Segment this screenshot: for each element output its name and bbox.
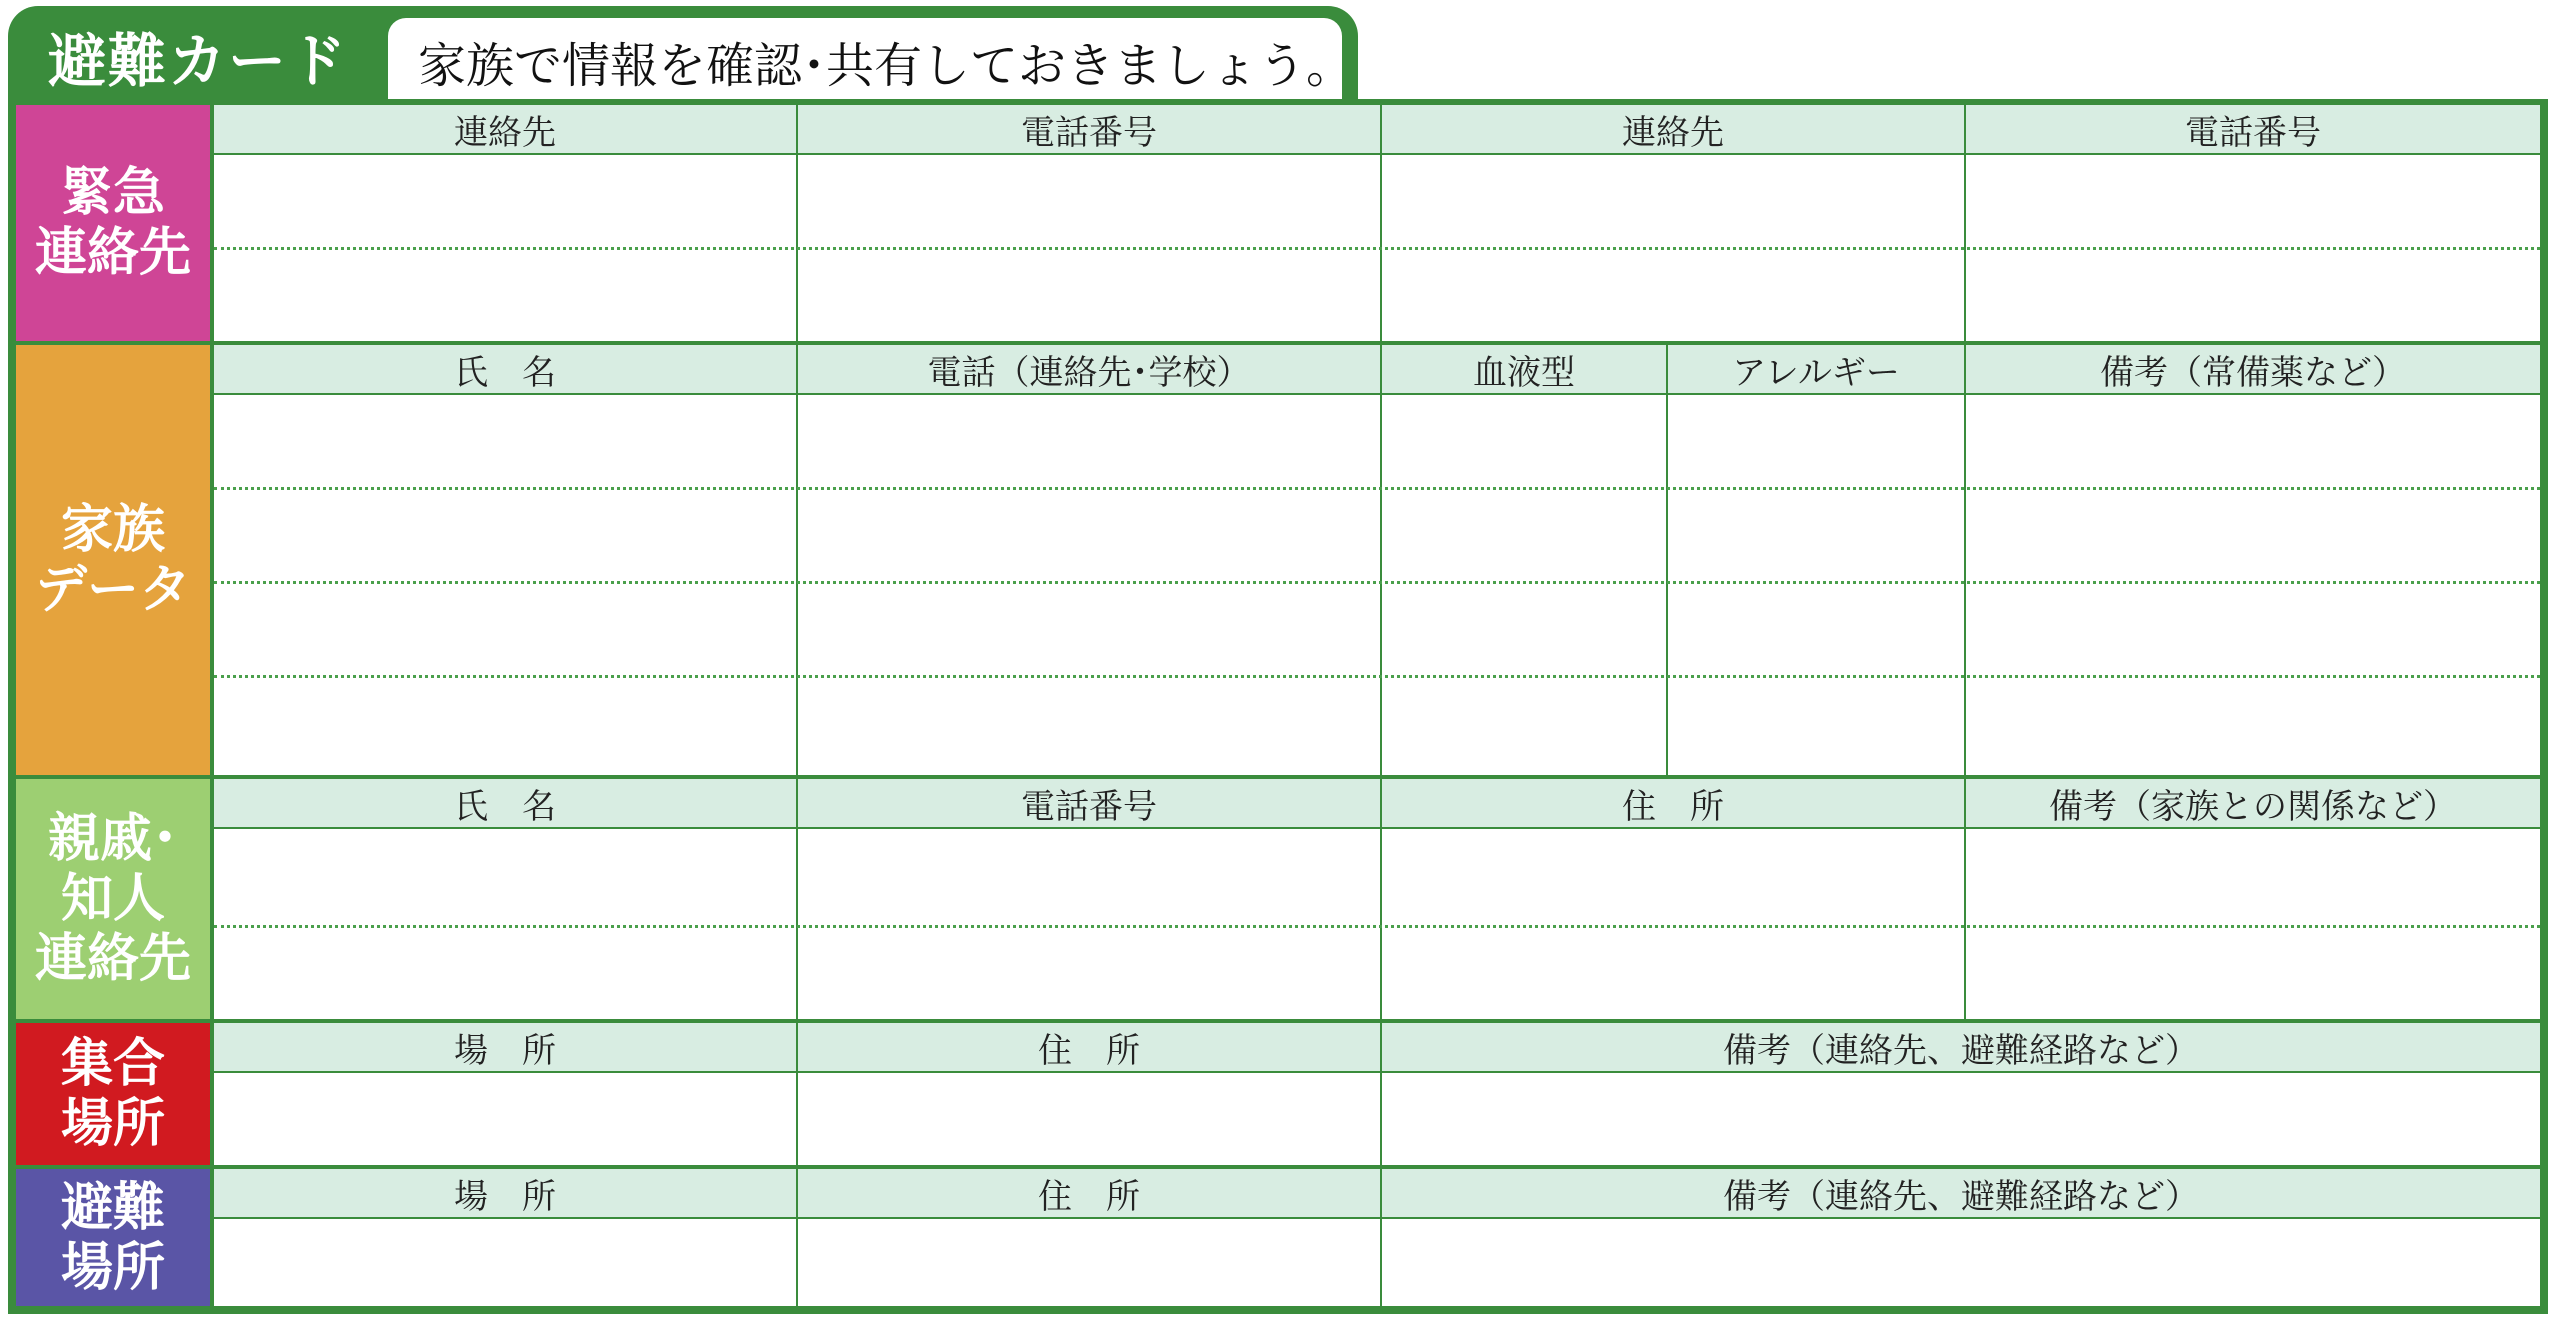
col-header-address: 住 所 bbox=[798, 1023, 1382, 1073]
shelter-address-field[interactable] bbox=[798, 1219, 1382, 1306]
col-header-contact-2: 連絡先 bbox=[1382, 105, 1966, 155]
row-divider bbox=[214, 487, 2540, 490]
col-header-notes-route: 備考（連絡先、避難経路など） bbox=[1382, 1169, 2540, 1219]
col-header-phone-2: 電話番号 bbox=[1966, 105, 2540, 155]
card-subtitle: 家族で情報を確認･共有しておきましょう。 bbox=[388, 18, 1342, 104]
meeting-address-field[interactable] bbox=[798, 1073, 1382, 1165]
shelter-notes-field[interactable] bbox=[1382, 1219, 2540, 1306]
col-header-notes-route: 備考（連絡先、避難経路など） bbox=[1382, 1023, 2540, 1073]
col-header-blood-type: 血液型 bbox=[1382, 345, 1668, 395]
row-divider bbox=[214, 675, 2540, 678]
relative-address-field[interactable] bbox=[1382, 829, 1966, 1019]
relative-notes-field[interactable] bbox=[1966, 829, 2540, 1019]
col-header-allergy: アレルギー bbox=[1668, 345, 1966, 395]
col-header-notes-medicine: 備考（常備薬など） bbox=[1966, 345, 2540, 395]
section-evacuation-shelter bbox=[16, 1169, 2540, 1306]
family-blood-type-field[interactable] bbox=[1382, 395, 1668, 775]
emergency-grid bbox=[214, 105, 2540, 341]
col-header-phone-1: 電話番号 bbox=[798, 105, 1382, 155]
col-header-phone-school: 電話（連絡先･学校） bbox=[798, 345, 1382, 395]
col-header-place: 場 所 bbox=[214, 1023, 798, 1073]
col-header-contact-1: 連絡先 bbox=[214, 105, 798, 155]
section-relatives-contacts bbox=[16, 779, 2540, 1019]
col-header-phone: 電話番号 bbox=[798, 779, 1382, 829]
section-emergency-contacts bbox=[16, 105, 2540, 341]
relative-phone-field[interactable] bbox=[798, 829, 1382, 1019]
row-divider bbox=[214, 925, 2540, 928]
section-label-emergency: 緊急 連絡先 bbox=[16, 105, 210, 341]
section-label-family: 家族 データ bbox=[16, 345, 210, 775]
col-header-name: 氏 名 bbox=[214, 779, 798, 829]
section-meeting-place bbox=[16, 1023, 2540, 1165]
row-divider bbox=[214, 247, 2540, 250]
section-label-meeting: 集合 場所 bbox=[16, 1023, 210, 1165]
meeting-grid bbox=[214, 1023, 2540, 1165]
evacuation-card bbox=[8, 99, 2548, 1314]
card-title: 避難カード bbox=[47, 27, 348, 95]
shelter-place-field[interactable] bbox=[214, 1219, 798, 1306]
family-allergy-field[interactable] bbox=[1668, 395, 1966, 775]
col-header-place: 場 所 bbox=[214, 1169, 798, 1219]
col-header-notes-relation: 備考（家族との関係など） bbox=[1966, 779, 2540, 829]
family-name-field[interactable] bbox=[214, 395, 798, 775]
shelter-grid bbox=[214, 1169, 2540, 1306]
section-label-shelter: 避難 場所 bbox=[16, 1169, 210, 1306]
row-divider bbox=[214, 581, 2540, 584]
relatives-grid bbox=[214, 779, 2540, 1019]
family-notes-field[interactable] bbox=[1966, 395, 2540, 775]
meeting-notes-field[interactable] bbox=[1382, 1073, 2540, 1165]
col-header-address: 住 所 bbox=[1382, 779, 1966, 829]
section-family-data bbox=[16, 345, 2540, 775]
meeting-place-field[interactable] bbox=[214, 1073, 798, 1165]
title-tab bbox=[8, 6, 1358, 106]
col-header-address: 住 所 bbox=[798, 1169, 1382, 1219]
section-label-relatives: 親戚･ 知人 連絡先 bbox=[16, 779, 210, 1019]
col-header-name: 氏 名 bbox=[214, 345, 798, 395]
relative-name-field[interactable] bbox=[214, 829, 798, 1019]
family-phone-field[interactable] bbox=[798, 395, 1382, 775]
family-grid bbox=[214, 345, 2540, 775]
